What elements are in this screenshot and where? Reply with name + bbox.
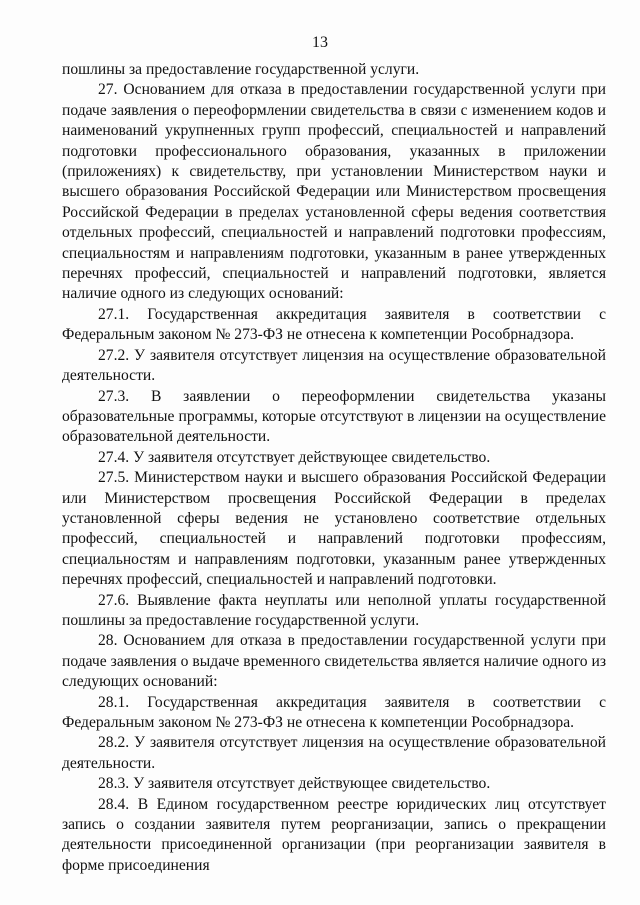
paragraph-28-2: 28.2. У заявителя отсутствует лицензия на осуществление образовательной деятельности. [62, 734, 606, 772]
paragraph-continuation: пошлины за предоставление государственной услуги. [62, 61, 420, 78]
page-number: 13 [312, 34, 328, 51]
paragraph-28-3: 28.3. У заявителя отсутствует действующее свидетельство. [98, 775, 491, 793]
document-body [62, 60, 606, 876]
paragraph-27-3: 27.3. В заявлении о переоформлении свидетельства указаны образовательные программы, которые отсутствуют в лицензии на осуществление образовательной деятельности. [62, 387, 606, 446]
paragraph-27-5: 27.5. Министерством науки и высшего образования Российской Федерации или Министерством просвещения Российской Федерации в пределах установленной сферы ведения не установлено соответствие отдельных профессий, специальностей и направлений подготовки профессиям, специальностям и направлениям подготовки, указанным ранее утвержденных перечнях профессий, специальностей и направлений подготовки. [62, 469, 606, 589]
paragraph-27-1: 27.1. Государственная аккредитация заявителя в соответствии с Федеральным законом № 273-ФЗ не отнесена к компетенции Рособрнадзора. [62, 305, 606, 344]
paragraph-28-4: 28.4. В Едином государственном реестре юридических лиц отсутствует запись о создании заявителя путем реорганизации, запись о прекращении деятельности присоединенной организации (при реорганизации заявителя в форме присоединения [62, 795, 606, 874]
paragraph-27-6: 27.6. Выявление факта неуплаты или неполной уплаты государственной пошлины за предоставление государственной услуги. [62, 591, 606, 629]
paragraph-28-1: 28.1. Государственная аккредитация заявителя в соответствии с Федеральным законом № 273-ФЗ не отнесена к компетенции Рособрнадзора. [62, 693, 606, 731]
paragraph-27-2: 27.2. У заявителя отсутствует лицензия на осуществление образовательной деятельности. [62, 346, 606, 385]
paragraph-27: 27. Основанием для отказа в предоставлении государственной услуги при подаче заявления о переоформлении свидетельства в связи с изменением кодов и наименований укрупненных групп профессий, специальностей и направлений подготовки профессионального образования, указанных в приложении (приложениях) к свидетельству, при установлении Министерством науки и высшего образования Российской Федерации или Министерством просвещения Российской Федерации в пределах установленной сферы ведения соответствия отдельных профессий, специальностей и направлений подготовки профессиям, специальностям и направлениям подготовки, указанным в ранее утвержденных перечнях профессий, специальностей и направлений подготовки, является наличие одного из следующих оснований: [62, 81, 606, 303]
paragraph-27-4: 27.4. У заявителя отсутствует действующее свидетельство. [98, 448, 491, 466]
paragraph-28: 28. Основанием для отказа в предоставлении государственной услуги при подаче заявления о выдаче временного свидетельства является наличие одного из следующих оснований: [62, 632, 606, 691]
